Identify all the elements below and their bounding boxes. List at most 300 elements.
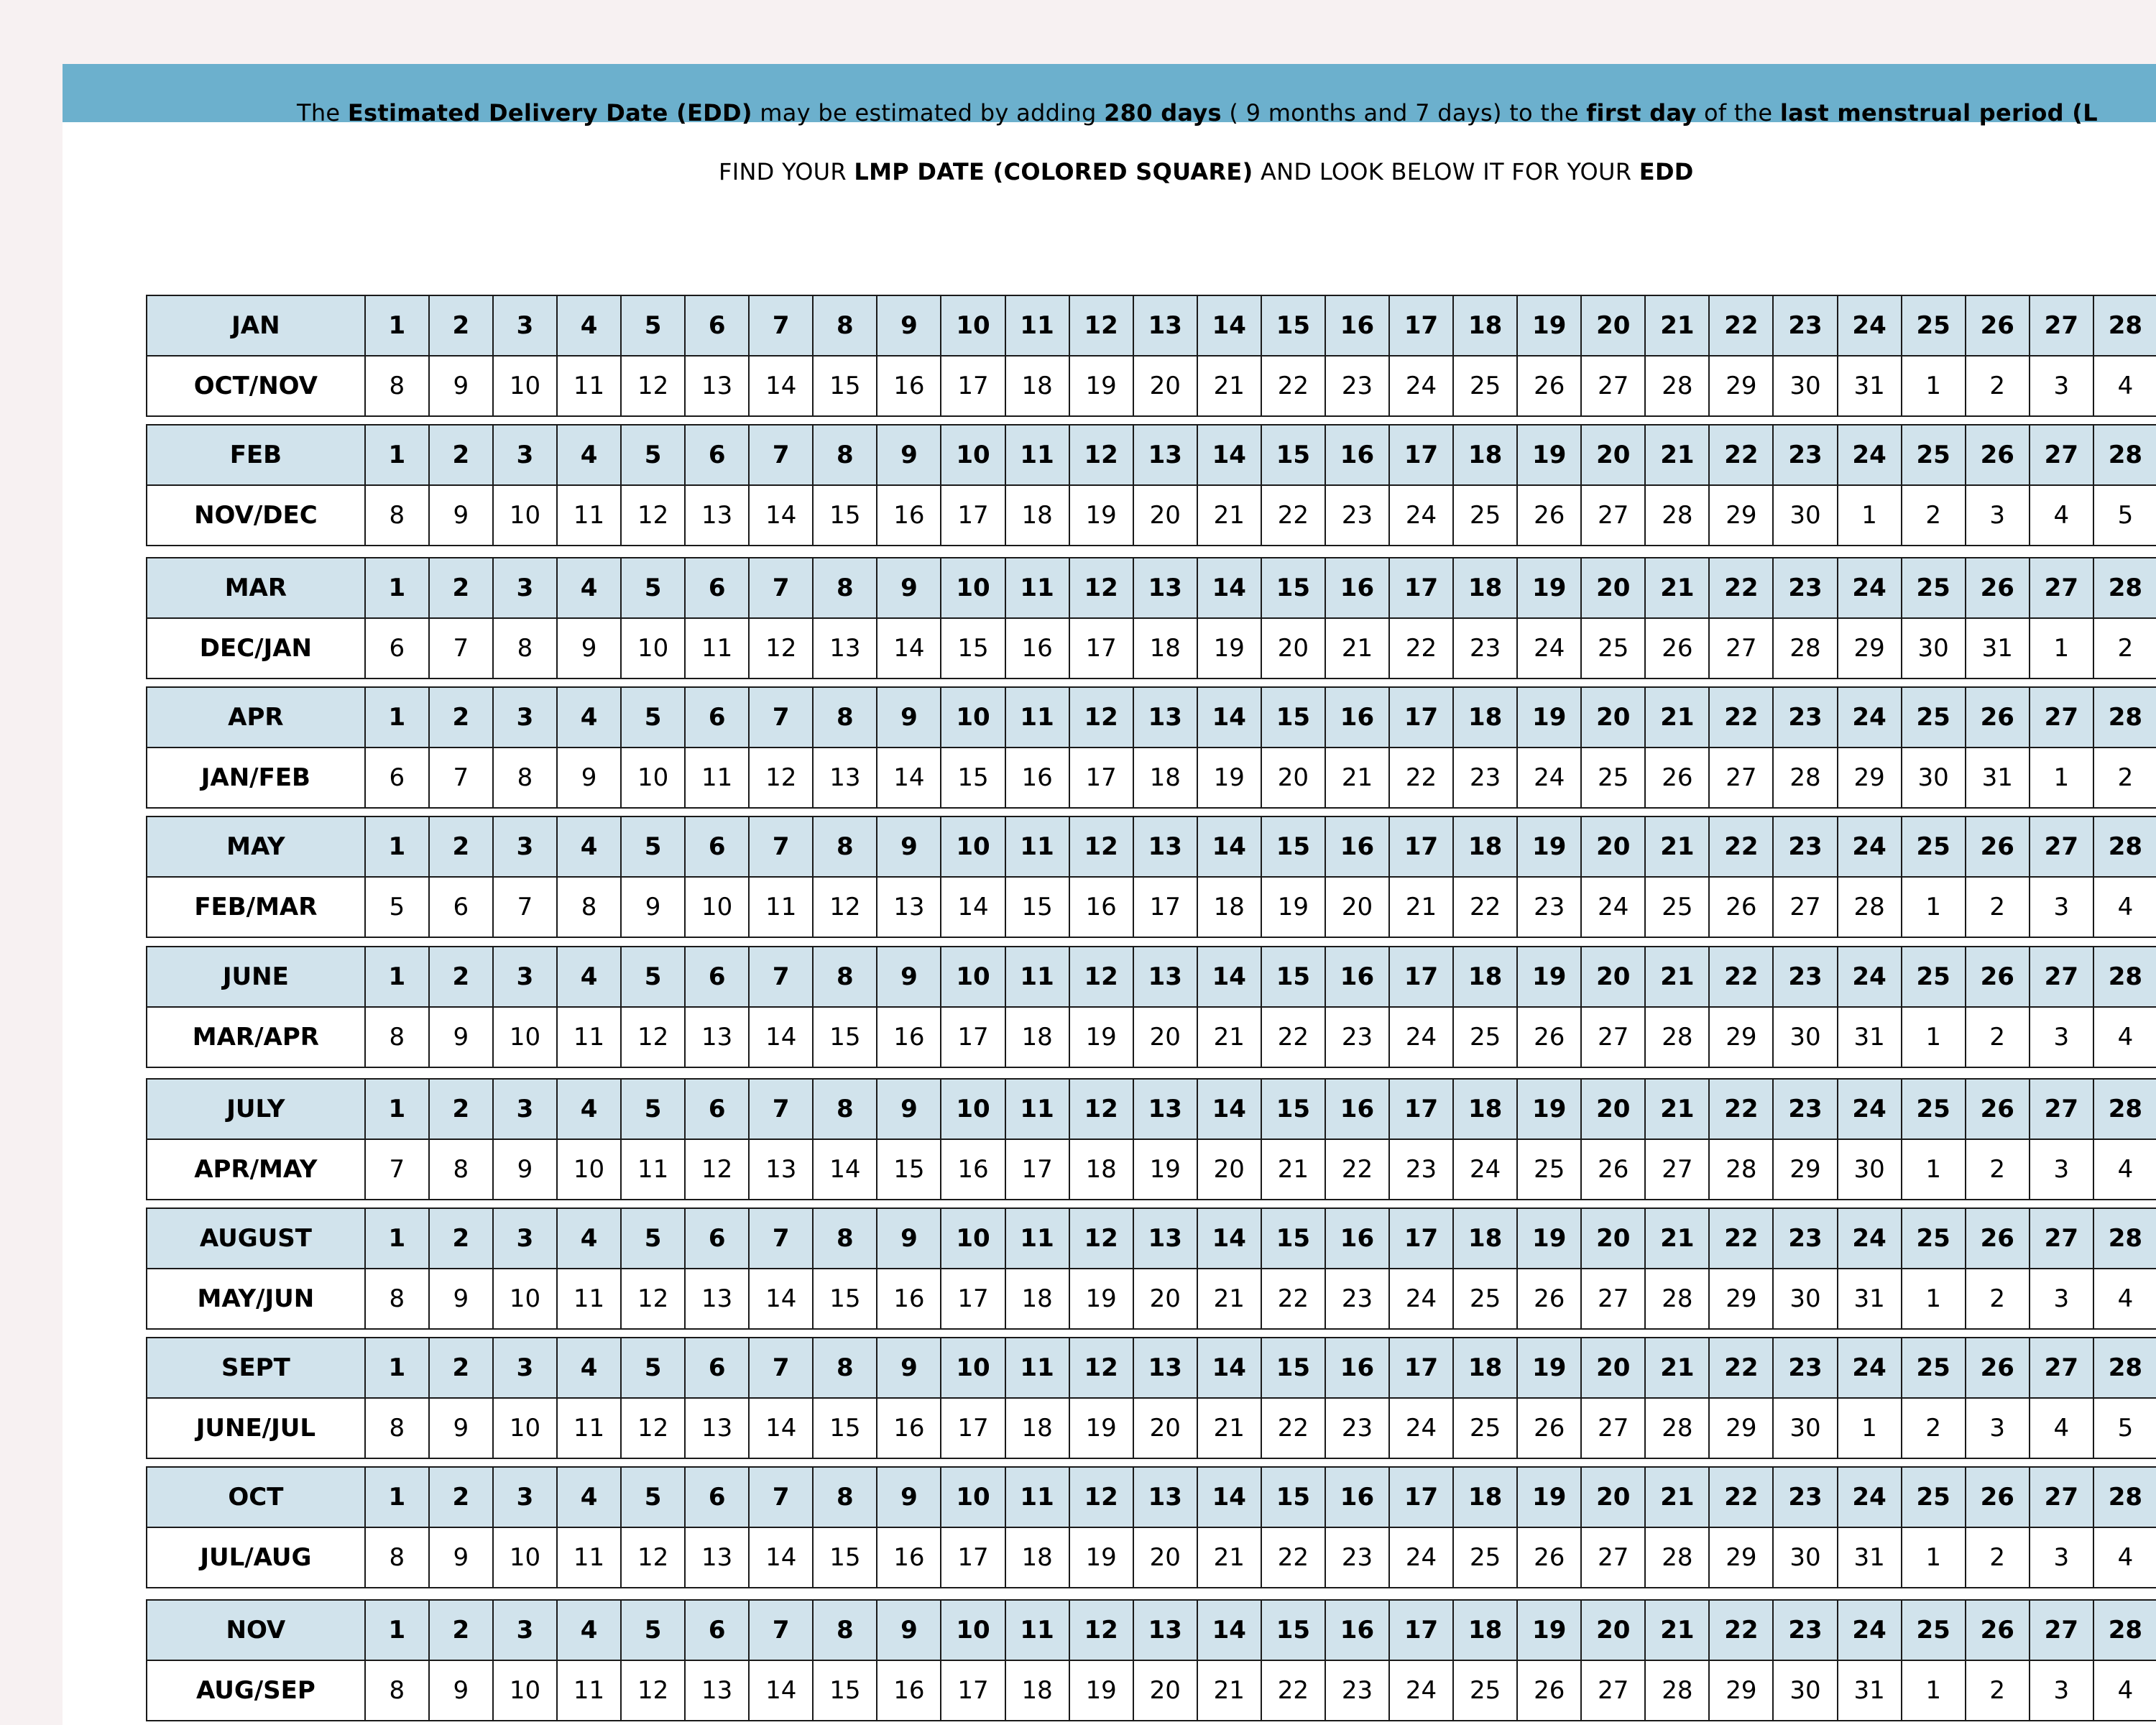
lmp-day-cell[interactable]: 7	[749, 1079, 813, 1139]
lmp-day-cell[interactable]: 8	[813, 1208, 877, 1269]
lmp-day-cell[interactable]: 19	[1517, 947, 1581, 1007]
lmp-day-cell[interactable]: 16	[1325, 1338, 1389, 1398]
lmp-day-cell[interactable]: 15	[1261, 687, 1325, 748]
lmp-day-cell[interactable]: 17	[1389, 1208, 1453, 1269]
lmp-day-cell[interactable]: 20	[1581, 1208, 1645, 1269]
lmp-day-cell[interactable]: 27	[2030, 816, 2093, 877]
lmp-day-cell[interactable]: 13	[1133, 1079, 1197, 1139]
lmp-day-cell[interactable]: 26	[1966, 558, 2030, 618]
lmp-day-cell[interactable]: 4	[557, 295, 621, 356]
lmp-day-cell[interactable]: 22	[1709, 1208, 1773, 1269]
lmp-day-cell[interactable]: 7	[749, 295, 813, 356]
lmp-day-cell[interactable]: 14	[1197, 1467, 1261, 1527]
lmp-day-cell[interactable]: 16	[1325, 558, 1389, 618]
lmp-day-cell[interactable]: 18	[1453, 687, 1517, 748]
lmp-day-cell[interactable]: 7	[749, 1600, 813, 1660]
lmp-day-cell[interactable]: 15	[1261, 816, 1325, 877]
lmp-day-cell[interactable]: 24	[1838, 1338, 1902, 1398]
lmp-day-cell[interactable]: 10	[941, 558, 1005, 618]
lmp-day-cell[interactable]: 22	[1709, 558, 1773, 618]
lmp-day-cell[interactable]: 1	[365, 816, 429, 877]
lmp-day-cell[interactable]: 15	[1261, 1208, 1325, 1269]
lmp-day-cell[interactable]: 20	[1581, 947, 1645, 1007]
lmp-day-cell[interactable]: 1	[365, 558, 429, 618]
lmp-day-cell[interactable]: 16	[1325, 947, 1389, 1007]
lmp-day-cell[interactable]: 6	[685, 816, 749, 877]
lmp-day-cell[interactable]: 24	[1838, 1079, 1902, 1139]
lmp-day-cell[interactable]: 23	[1773, 1208, 1837, 1269]
lmp-day-cell[interactable]: 6	[685, 1208, 749, 1269]
lmp-day-cell[interactable]: 13	[1133, 816, 1197, 877]
lmp-day-cell[interactable]: 23	[1773, 1338, 1837, 1398]
lmp-day-cell[interactable]: 25	[1902, 295, 1966, 356]
lmp-day-cell[interactable]: 18	[1453, 425, 1517, 485]
lmp-day-cell[interactable]: 9	[877, 687, 941, 748]
lmp-day-cell[interactable]: 2	[429, 558, 493, 618]
lmp-day-cell[interactable]: 17	[1389, 687, 1453, 748]
lmp-day-cell[interactable]: 1	[365, 1338, 429, 1398]
lmp-day-cell[interactable]: 21	[1645, 1467, 1709, 1527]
lmp-day-cell[interactable]: 19	[1517, 1208, 1581, 1269]
lmp-day-cell[interactable]: 17	[1389, 816, 1453, 877]
lmp-day-cell[interactable]: 2	[429, 425, 493, 485]
lmp-day-cell[interactable]: 21	[1645, 816, 1709, 877]
lmp-day-cell[interactable]: 23	[1773, 1600, 1837, 1660]
lmp-day-cell[interactable]: 19	[1517, 1467, 1581, 1527]
lmp-day-cell[interactable]: 27	[2030, 295, 2093, 356]
lmp-day-cell[interactable]: 22	[1709, 1338, 1773, 1398]
lmp-day-cell[interactable]: 10	[941, 1079, 1005, 1139]
lmp-day-cell[interactable]: 18	[1453, 558, 1517, 618]
lmp-day-cell[interactable]: 21	[1645, 947, 1709, 1007]
lmp-day-cell[interactable]: 13	[1133, 558, 1197, 618]
lmp-day-cell[interactable]: 20	[1581, 1079, 1645, 1139]
lmp-day-cell[interactable]: 6	[685, 558, 749, 618]
lmp-day-cell[interactable]: 23	[1773, 816, 1837, 877]
lmp-day-cell[interactable]: 5	[621, 816, 685, 877]
lmp-day-cell[interactable]: 11	[1005, 295, 1069, 356]
lmp-day-cell[interactable]: 11	[1005, 1600, 1069, 1660]
lmp-day-cell[interactable]: 27	[2030, 425, 2093, 485]
lmp-day-cell[interactable]: 21	[1645, 1208, 1709, 1269]
lmp-day-cell[interactable]: 7	[749, 425, 813, 485]
lmp-day-cell[interactable]: 25	[1902, 425, 1966, 485]
lmp-day-cell[interactable]: 24	[1838, 816, 1902, 877]
lmp-day-cell[interactable]: 21	[1645, 1338, 1709, 1398]
lmp-day-cell[interactable]: 5	[621, 1600, 685, 1660]
lmp-day-cell[interactable]: 22	[1709, 947, 1773, 1007]
lmp-day-cell[interactable]: 1	[365, 947, 429, 1007]
lmp-day-cell[interactable]: 8	[813, 1600, 877, 1660]
lmp-day-cell[interactable]: 7	[749, 947, 813, 1007]
lmp-day-cell[interactable]: 15	[1261, 1467, 1325, 1527]
lmp-day-cell[interactable]: 17	[1389, 295, 1453, 356]
lmp-day-cell[interactable]: 26	[1966, 1338, 2030, 1398]
lmp-day-cell[interactable]: 9	[877, 1079, 941, 1139]
lmp-day-cell[interactable]: 22	[1709, 425, 1773, 485]
lmp-day-cell[interactable]: 13	[1133, 1467, 1197, 1527]
lmp-day-cell[interactable]: 4	[557, 947, 621, 1007]
lmp-day-cell[interactable]: 18	[1453, 1208, 1517, 1269]
lmp-day-cell[interactable]: 2	[429, 1467, 493, 1527]
lmp-day-cell[interactable]: 10	[941, 1338, 1005, 1398]
lmp-day-cell[interactable]: 21	[1645, 295, 1709, 356]
lmp-day-cell[interactable]: 9	[877, 1208, 941, 1269]
lmp-day-cell[interactable]: 12	[1069, 1467, 1133, 1527]
lmp-day-cell[interactable]: 7	[749, 1467, 813, 1527]
lmp-day-cell[interactable]: 10	[941, 816, 1005, 877]
lmp-day-cell[interactable]: 20	[1581, 816, 1645, 877]
lmp-day-cell[interactable]: 19	[1517, 1338, 1581, 1398]
lmp-day-cell[interactable]: 4	[557, 1208, 621, 1269]
lmp-day-cell[interactable]: 3	[493, 425, 557, 485]
lmp-day-cell[interactable]: 1	[365, 425, 429, 485]
lmp-day-cell[interactable]: 20	[1581, 1467, 1645, 1527]
lmp-day-cell[interactable]: 8	[813, 295, 877, 356]
lmp-day-cell[interactable]: 13	[1133, 425, 1197, 485]
lmp-day-cell[interactable]: 5	[621, 1079, 685, 1139]
lmp-day-cell[interactable]: 10	[941, 295, 1005, 356]
lmp-day-cell[interactable]: 5	[621, 1467, 685, 1527]
lmp-day-cell[interactable]: 7	[749, 687, 813, 748]
lmp-day-cell[interactable]: 8	[813, 1079, 877, 1139]
lmp-day-cell[interactable]: 18	[1453, 947, 1517, 1007]
lmp-day-cell[interactable]: 15	[1261, 1600, 1325, 1660]
lmp-day-cell[interactable]: 3	[493, 1208, 557, 1269]
lmp-day-cell[interactable]: 13	[1133, 687, 1197, 748]
lmp-day-cell[interactable]: 10	[941, 1600, 1005, 1660]
lmp-day-cell[interactable]: 10	[941, 687, 1005, 748]
lmp-day-cell[interactable]: 18	[1453, 1338, 1517, 1398]
lmp-day-cell[interactable]: 27	[2030, 687, 2093, 748]
lmp-day-cell[interactable]: 5	[621, 425, 685, 485]
lmp-day-cell[interactable]: 19	[1517, 816, 1581, 877]
lmp-day-cell[interactable]: 10	[941, 425, 1005, 485]
lmp-day-cell[interactable]: 7	[749, 816, 813, 877]
lmp-day-cell[interactable]: 14	[1197, 1600, 1261, 1660]
lmp-day-cell[interactable]: 26	[1966, 1079, 2030, 1139]
lmp-day-cell[interactable]: 26	[1966, 947, 2030, 1007]
lmp-day-cell[interactable]: 16	[1325, 687, 1389, 748]
lmp-day-cell[interactable]: 16	[1325, 425, 1389, 485]
lmp-day-cell[interactable]: 9	[877, 295, 941, 356]
lmp-day-cell[interactable]: 4	[557, 1079, 621, 1139]
lmp-day-cell[interactable]: 28	[2093, 947, 2156, 1007]
lmp-day-cell[interactable]: 3	[493, 687, 557, 748]
lmp-day-cell[interactable]: 1	[365, 295, 429, 356]
lmp-day-cell[interactable]: 17	[1389, 1079, 1453, 1139]
lmp-day-cell[interactable]: 20	[1581, 295, 1645, 356]
lmp-day-cell[interactable]: 27	[2030, 558, 2093, 618]
lmp-day-cell[interactable]: 23	[1773, 558, 1837, 618]
lmp-day-cell[interactable]: 3	[493, 558, 557, 618]
lmp-day-cell[interactable]: 25	[1902, 687, 1966, 748]
lmp-day-cell[interactable]: 17	[1389, 1338, 1453, 1398]
lmp-day-cell[interactable]: 2	[429, 687, 493, 748]
lmp-day-cell[interactable]: 9	[877, 816, 941, 877]
lmp-day-cell[interactable]: 28	[2093, 425, 2156, 485]
lmp-day-cell[interactable]: 19	[1517, 687, 1581, 748]
lmp-day-cell[interactable]: 8	[813, 1338, 877, 1398]
lmp-day-cell[interactable]: 23	[1773, 425, 1837, 485]
lmp-day-cell[interactable]: 28	[2093, 687, 2156, 748]
lmp-day-cell[interactable]: 19	[1517, 558, 1581, 618]
lmp-day-cell[interactable]: 21	[1645, 425, 1709, 485]
lmp-day-cell[interactable]: 15	[1261, 425, 1325, 485]
lmp-day-cell[interactable]: 15	[1261, 558, 1325, 618]
lmp-day-cell[interactable]: 6	[685, 1467, 749, 1527]
lmp-day-cell[interactable]: 16	[1325, 295, 1389, 356]
lmp-day-cell[interactable]: 24	[1838, 1208, 1902, 1269]
lmp-day-cell[interactable]: 16	[1325, 1208, 1389, 1269]
lmp-day-cell[interactable]: 9	[877, 425, 941, 485]
lmp-day-cell[interactable]: 21	[1645, 687, 1709, 748]
lmp-day-cell[interactable]: 5	[621, 1338, 685, 1398]
lmp-day-cell[interactable]: 8	[813, 425, 877, 485]
lmp-day-cell[interactable]: 24	[1838, 295, 1902, 356]
lmp-day-cell[interactable]: 13	[1133, 295, 1197, 356]
lmp-day-cell[interactable]: 27	[2030, 1600, 2093, 1660]
lmp-day-cell[interactable]: 25	[1902, 1600, 1966, 1660]
lmp-day-cell[interactable]: 28	[2093, 1338, 2156, 1398]
lmp-day-cell[interactable]: 4	[557, 1467, 621, 1527]
lmp-day-cell[interactable]: 4	[557, 687, 621, 748]
lmp-day-cell[interactable]: 6	[685, 295, 749, 356]
lmp-day-cell[interactable]: 1	[365, 1079, 429, 1139]
lmp-day-cell[interactable]: 4	[557, 816, 621, 877]
lmp-day-cell[interactable]: 22	[1709, 1079, 1773, 1139]
lmp-day-cell[interactable]: 4	[557, 425, 621, 485]
lmp-day-cell[interactable]: 8	[813, 687, 877, 748]
lmp-day-cell[interactable]: 1	[365, 1600, 429, 1660]
lmp-day-cell[interactable]: 26	[1966, 1467, 2030, 1527]
lmp-day-cell[interactable]: 22	[1709, 1600, 1773, 1660]
lmp-day-cell[interactable]: 24	[1838, 1467, 1902, 1527]
lmp-day-cell[interactable]: 6	[685, 687, 749, 748]
lmp-day-cell[interactable]: 14	[1197, 1079, 1261, 1139]
lmp-day-cell[interactable]: 22	[1709, 816, 1773, 877]
lmp-day-cell[interactable]: 25	[1902, 1338, 1966, 1398]
lmp-day-cell[interactable]: 28	[2093, 1600, 2156, 1660]
lmp-day-cell[interactable]: 5	[621, 687, 685, 748]
lmp-day-cell[interactable]: 19	[1517, 295, 1581, 356]
lmp-day-cell[interactable]: 6	[685, 947, 749, 1007]
lmp-day-cell[interactable]: 22	[1709, 295, 1773, 356]
lmp-day-cell[interactable]: 26	[1966, 1208, 2030, 1269]
lmp-day-cell[interactable]: 2	[429, 947, 493, 1007]
lmp-day-cell[interactable]: 1	[365, 1467, 429, 1527]
lmp-day-cell[interactable]: 13	[1133, 1600, 1197, 1660]
lmp-day-cell[interactable]: 9	[877, 947, 941, 1007]
lmp-day-cell[interactable]: 15	[1261, 1079, 1325, 1139]
lmp-day-cell[interactable]: 15	[1261, 295, 1325, 356]
lmp-day-cell[interactable]: 11	[1005, 425, 1069, 485]
lmp-day-cell[interactable]: 23	[1773, 947, 1837, 1007]
lmp-day-cell[interactable]: 19	[1517, 425, 1581, 485]
lmp-day-cell[interactable]: 7	[749, 1208, 813, 1269]
lmp-day-cell[interactable]: 17	[1389, 947, 1453, 1007]
lmp-day-cell[interactable]: 5	[621, 295, 685, 356]
lmp-day-cell[interactable]: 9	[877, 1338, 941, 1398]
lmp-day-cell[interactable]: 13	[1133, 947, 1197, 1007]
lmp-day-cell[interactable]: 20	[1581, 687, 1645, 748]
lmp-day-cell[interactable]: 23	[1773, 1467, 1837, 1527]
lmp-day-cell[interactable]: 11	[1005, 1079, 1069, 1139]
lmp-day-cell[interactable]: 14	[1197, 816, 1261, 877]
lmp-day-cell[interactable]: 2	[429, 1208, 493, 1269]
lmp-day-cell[interactable]: 11	[1005, 1338, 1069, 1398]
lmp-day-cell[interactable]: 14	[1197, 295, 1261, 356]
lmp-day-cell[interactable]: 16	[1325, 1600, 1389, 1660]
lmp-day-cell[interactable]: 23	[1773, 687, 1837, 748]
lmp-day-cell[interactable]: 4	[557, 558, 621, 618]
lmp-day-cell[interactable]: 16	[1325, 816, 1389, 877]
lmp-day-cell[interactable]: 20	[1581, 425, 1645, 485]
lmp-day-cell[interactable]: 18	[1453, 816, 1517, 877]
lmp-day-cell[interactable]: 4	[557, 1338, 621, 1398]
lmp-day-cell[interactable]: 25	[1902, 558, 1966, 618]
lmp-day-cell[interactable]: 26	[1966, 425, 2030, 485]
lmp-day-cell[interactable]: 21	[1645, 1600, 1709, 1660]
lmp-day-cell[interactable]: 16	[1325, 1079, 1389, 1139]
lmp-day-cell[interactable]: 22	[1709, 1467, 1773, 1527]
lmp-day-cell[interactable]: 28	[2093, 1208, 2156, 1269]
lmp-day-cell[interactable]: 26	[1966, 816, 2030, 877]
lmp-day-cell[interactable]: 12	[1069, 1338, 1133, 1398]
lmp-day-cell[interactable]: 15	[1261, 947, 1325, 1007]
lmp-day-cell[interactable]: 26	[1966, 687, 2030, 748]
lmp-day-cell[interactable]: 15	[1261, 1338, 1325, 1398]
lmp-day-cell[interactable]: 14	[1197, 425, 1261, 485]
lmp-day-cell[interactable]: 6	[685, 1338, 749, 1398]
lmp-day-cell[interactable]: 19	[1517, 1600, 1581, 1660]
lmp-day-cell[interactable]: 5	[621, 947, 685, 1007]
lmp-day-cell[interactable]: 5	[621, 1208, 685, 1269]
lmp-day-cell[interactable]: 2	[429, 816, 493, 877]
lmp-day-cell[interactable]: 14	[1197, 1208, 1261, 1269]
lmp-day-cell[interactable]: 3	[493, 947, 557, 1007]
lmp-day-cell[interactable]: 1	[365, 687, 429, 748]
lmp-day-cell[interactable]: 6	[685, 1600, 749, 1660]
lmp-day-cell[interactable]: 14	[1197, 1338, 1261, 1398]
lmp-day-cell[interactable]: 25	[1902, 1467, 1966, 1527]
lmp-day-cell[interactable]: 28	[2093, 1079, 2156, 1139]
lmp-day-cell[interactable]: 27	[2030, 1467, 2093, 1527]
lmp-day-cell[interactable]: 27	[2030, 1338, 2093, 1398]
lmp-day-cell[interactable]: 27	[2030, 1208, 2093, 1269]
lmp-day-cell[interactable]: 12	[1069, 425, 1133, 485]
lmp-day-cell[interactable]: 23	[1773, 295, 1837, 356]
lmp-day-cell[interactable]: 2	[429, 1600, 493, 1660]
lmp-day-cell[interactable]: 11	[1005, 947, 1069, 1007]
lmp-day-cell[interactable]: 7	[749, 558, 813, 618]
lmp-day-cell[interactable]: 26	[1966, 1600, 2030, 1660]
lmp-day-cell[interactable]: 12	[1069, 295, 1133, 356]
lmp-day-cell[interactable]: 18	[1453, 1600, 1517, 1660]
lmp-day-cell[interactable]: 1	[365, 1208, 429, 1269]
lmp-day-cell[interactable]: 28	[2093, 558, 2156, 618]
lmp-day-cell[interactable]: 13	[1133, 1338, 1197, 1398]
lmp-day-cell[interactable]: 3	[493, 816, 557, 877]
lmp-day-cell[interactable]: 21	[1645, 558, 1709, 618]
lmp-day-cell[interactable]: 3	[493, 1467, 557, 1527]
lmp-day-cell[interactable]: 8	[813, 816, 877, 877]
lmp-day-cell[interactable]: 24	[1838, 558, 1902, 618]
lmp-day-cell[interactable]: 21	[1645, 1079, 1709, 1139]
lmp-day-cell[interactable]: 6	[685, 425, 749, 485]
lmp-day-cell[interactable]: 28	[2093, 295, 2156, 356]
lmp-day-cell[interactable]: 11	[1005, 1208, 1069, 1269]
lmp-day-cell[interactable]: 4	[557, 1600, 621, 1660]
lmp-day-cell[interactable]: 3	[493, 1338, 557, 1398]
lmp-day-cell[interactable]: 26	[1966, 295, 2030, 356]
lmp-day-cell[interactable]: 14	[1197, 558, 1261, 618]
lmp-day-cell[interactable]: 18	[1453, 1467, 1517, 1527]
lmp-day-cell[interactable]: 6	[685, 1079, 749, 1139]
lmp-day-cell[interactable]: 27	[2030, 1079, 2093, 1139]
lmp-day-cell[interactable]: 11	[1005, 558, 1069, 618]
lmp-day-cell[interactable]: 5	[621, 558, 685, 618]
lmp-day-cell[interactable]: 28	[2093, 816, 2156, 877]
lmp-day-cell[interactable]: 17	[1389, 425, 1453, 485]
lmp-day-cell[interactable]: 2	[429, 295, 493, 356]
lmp-day-cell[interactable]: 9	[877, 558, 941, 618]
lmp-day-cell[interactable]: 25	[1902, 816, 1966, 877]
lmp-day-cell[interactable]: 7	[749, 1338, 813, 1398]
lmp-day-cell[interactable]: 16	[1325, 1467, 1389, 1527]
lmp-day-cell[interactable]: 17	[1389, 558, 1453, 618]
lmp-day-cell[interactable]: 23	[1773, 1079, 1837, 1139]
lmp-day-cell[interactable]: 10	[941, 1208, 1005, 1269]
lmp-day-cell[interactable]: 12	[1069, 687, 1133, 748]
lmp-day-cell[interactable]: 24	[1838, 947, 1902, 1007]
lmp-day-cell[interactable]: 14	[1197, 687, 1261, 748]
lmp-day-cell[interactable]: 3	[493, 1600, 557, 1660]
lmp-day-cell[interactable]: 28	[2093, 1467, 2156, 1527]
lmp-day-cell[interactable]: 10	[941, 947, 1005, 1007]
lmp-day-cell[interactable]: 20	[1581, 558, 1645, 618]
lmp-day-cell[interactable]: 25	[1902, 947, 1966, 1007]
lmp-day-cell[interactable]: 11	[1005, 687, 1069, 748]
lmp-day-cell[interactable]: 8	[813, 558, 877, 618]
lmp-day-cell[interactable]: 2	[429, 1338, 493, 1398]
lmp-day-cell[interactable]: 19	[1517, 1079, 1581, 1139]
lmp-day-cell[interactable]: 27	[2030, 947, 2093, 1007]
lmp-day-cell[interactable]: 10	[941, 1467, 1005, 1527]
lmp-day-cell[interactable]: 8	[813, 1467, 877, 1527]
lmp-day-cell[interactable]: 17	[1389, 1467, 1453, 1527]
lmp-day-cell[interactable]: 18	[1453, 295, 1517, 356]
lmp-day-cell[interactable]: 11	[1005, 1467, 1069, 1527]
lmp-day-cell[interactable]: 25	[1902, 1208, 1966, 1269]
lmp-day-cell[interactable]: 17	[1389, 1600, 1453, 1660]
lmp-day-cell[interactable]: 24	[1838, 425, 1902, 485]
lmp-day-cell[interactable]: 12	[1069, 1208, 1133, 1269]
lmp-day-cell[interactable]: 24	[1838, 687, 1902, 748]
lmp-day-cell[interactable]: 20	[1581, 1600, 1645, 1660]
lmp-day-cell[interactable]: 3	[493, 295, 557, 356]
lmp-day-cell[interactable]: 22	[1709, 687, 1773, 748]
lmp-day-cell[interactable]: 20	[1581, 1338, 1645, 1398]
lmp-day-cell[interactable]: 13	[1133, 1208, 1197, 1269]
lmp-day-cell[interactable]: 12	[1069, 1079, 1133, 1139]
lmp-day-cell[interactable]: 2	[429, 1079, 493, 1139]
lmp-day-cell[interactable]: 11	[1005, 816, 1069, 877]
lmp-day-cell[interactable]: 12	[1069, 947, 1133, 1007]
lmp-day-cell[interactable]: 12	[1069, 1600, 1133, 1660]
lmp-day-cell[interactable]: 12	[1069, 558, 1133, 618]
lmp-day-cell[interactable]: 14	[1197, 947, 1261, 1007]
